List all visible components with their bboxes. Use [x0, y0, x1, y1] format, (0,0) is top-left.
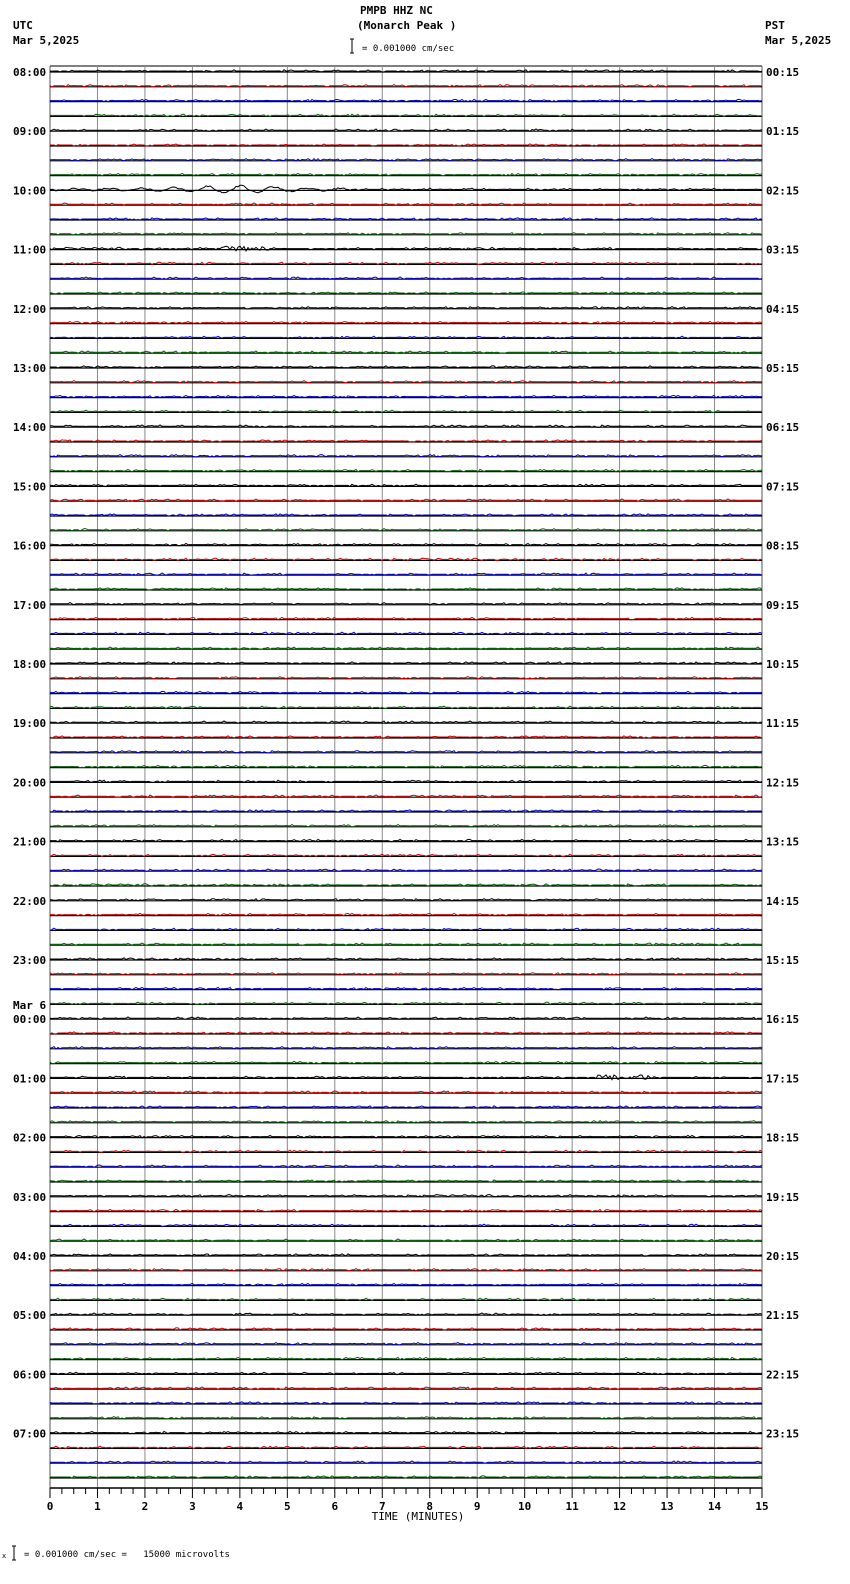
x-tick-label: 11 — [565, 1500, 579, 1513]
right-date: Mar 5,2025 — [765, 34, 832, 47]
pst-hour-label: 07:15 — [766, 480, 800, 494]
pst-hour-label: 00:15 — [766, 66, 800, 79]
pst-hour-label: 21:15 — [766, 1309, 800, 1323]
station-location: (Monarch Peak ) — [357, 19, 457, 32]
pst-hour-label: 10:15 — [766, 658, 800, 671]
pst-hour-label: 06:15 — [766, 421, 800, 435]
x-tick-label: 13 — [660, 1500, 674, 1513]
x-tick-label: 4 — [236, 1500, 244, 1513]
left-date: Mar 5,2025 — [13, 34, 80, 47]
utc-hour-label: 18:00 — [13, 658, 47, 671]
utc-hour-label: 05:00 — [13, 1309, 47, 1323]
x-tick-label: 1 — [94, 1500, 101, 1513]
x-tick-label: 10 — [518, 1500, 532, 1513]
right-timezone: PST — [765, 19, 785, 32]
pst-hour-label: 09:15 — [766, 598, 800, 612]
utc-hour-label: 00:00 — [13, 1013, 47, 1027]
utc-hour-label: 22:00 — [13, 894, 47, 908]
utc-hour-label: 03:00 — [13, 1190, 47, 1204]
pst-hour-label: 20:15 — [766, 1250, 800, 1263]
utc-hour-label: 13:00 — [13, 362, 47, 375]
pst-hour-label: 02:15 — [766, 184, 800, 198]
utc-hour-label: 09:00 — [13, 125, 47, 139]
left-timezone: UTC — [13, 19, 33, 32]
pst-hour-label: 11:15 — [766, 717, 800, 731]
pst-hour-label: 08:15 — [766, 539, 800, 553]
x-tick-label: 12 — [612, 1500, 627, 1513]
trace-row — [50, 185, 762, 193]
pst-hour-label: 05:15 — [766, 362, 800, 375]
pst-hour-label: 16:15 — [766, 1013, 800, 1027]
pst-hour-label: 17:15 — [766, 1072, 800, 1086]
utc-hour-label: 19:00 — [13, 717, 47, 731]
utc-hour-label: 14:00 — [13, 421, 47, 435]
utc-hour-label: 21:00 — [13, 835, 47, 849]
utc-hour-label: 07:00 — [13, 1427, 47, 1441]
pst-hour-label: 03:15 — [766, 243, 800, 257]
utc-hour-label: 11:00 — [13, 243, 47, 257]
utc-hour-label: 10:00 — [13, 184, 47, 198]
utc-hour-label: 12:00 — [13, 302, 47, 316]
x-tick-label: 2 — [141, 1500, 149, 1513]
x-axis-label: TIME (MINUTES) — [371, 1510, 465, 1523]
utc-hour-label: 04:00 — [13, 1250, 47, 1263]
pst-hour-label: 22:15 — [766, 1368, 800, 1382]
footer-mark: x — [2, 1552, 7, 1560]
x-tick-label: 9 — [473, 1500, 481, 1513]
pst-hour-label: 19:15 — [766, 1190, 800, 1204]
pst-hour-label: 12:15 — [766, 776, 800, 790]
utc-hour-label: 20:00 — [13, 776, 47, 790]
utc-hour-label: 01:00 — [13, 1072, 47, 1086]
utc-hour-label: 06:00 — [13, 1368, 47, 1382]
utc-hour-label: 17:00 — [13, 598, 47, 612]
x-tick-label: 6 — [331, 1500, 339, 1513]
x-tick-label: 8 — [426, 1500, 434, 1513]
x-tick-label: 3 — [189, 1500, 196, 1513]
utc-hour-label: 23:00 — [13, 954, 47, 967]
x-tick-label: 5 — [284, 1500, 291, 1513]
utc-hour-label: 02:00 — [13, 1131, 47, 1145]
svg-text:Mar 6: Mar 6 — [13, 999, 47, 1013]
x-tick-label: 15 — [755, 1500, 769, 1513]
scale-label: = 0.001000 cm/sec — [362, 44, 455, 54]
utc-hour-label: 16:00 — [13, 539, 47, 553]
x-tick-label: 0 — [46, 1500, 54, 1513]
x-tick-label: 14 — [707, 1500, 722, 1513]
pst-hour-label: 13:15 — [766, 835, 800, 849]
pst-hour-label: 04:15 — [766, 302, 800, 316]
pst-hour-label: 15:15 — [766, 954, 800, 967]
utc-hour-label: 08:00 — [13, 66, 47, 79]
pst-hour-label: 23:15 — [766, 1427, 800, 1441]
utc-hour-label: 15:00 — [13, 480, 47, 494]
x-tick-label: 7 — [378, 1500, 386, 1513]
footer-scale-note: = 0.001000 cm/sec = 15000 microvolts — [24, 1550, 230, 1560]
pst-hour-label: 14:15 — [766, 894, 800, 908]
pst-hour-label: 18:15 — [766, 1131, 800, 1145]
station-title: PMPB HHZ NC — [360, 4, 433, 17]
pst-hour-label: 01:15 — [766, 125, 800, 139]
